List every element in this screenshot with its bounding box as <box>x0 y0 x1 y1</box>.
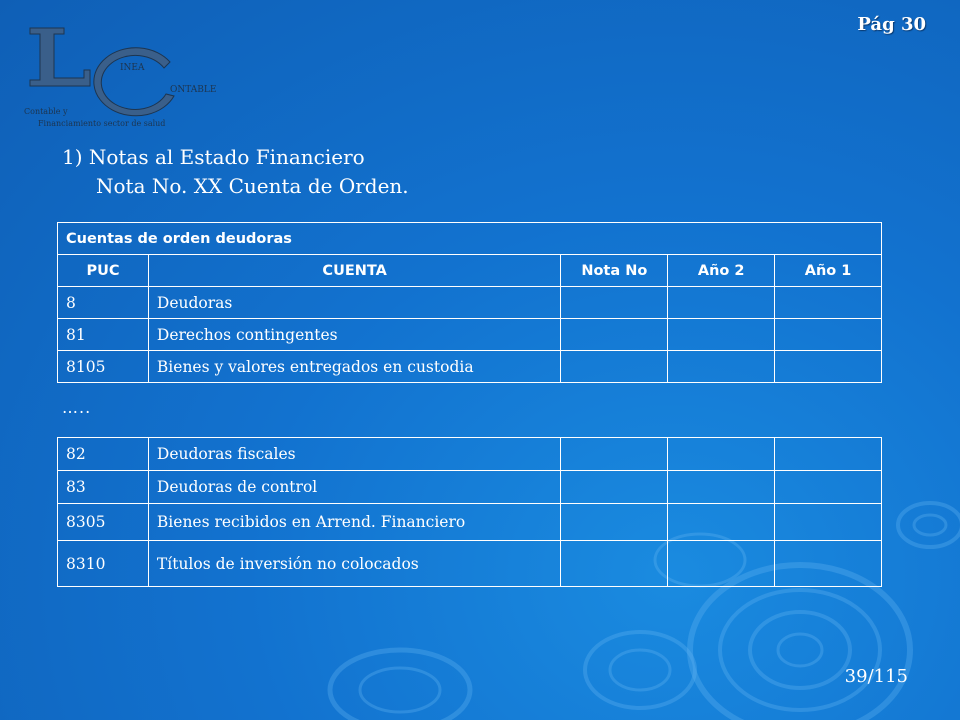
cell-cuenta: Deudoras <box>148 287 560 319</box>
cell-nota <box>561 319 668 351</box>
accounts-table-continued <box>57 437 882 587</box>
logo-word-1: INEA <box>120 63 145 73</box>
table-row <box>58 319 882 351</box>
cell-puc: 8 <box>58 287 149 319</box>
logo-word-2: ONTABLE <box>170 85 217 95</box>
table-row <box>58 351 882 383</box>
heading-line-1: 1) Notas al Estado Financiero <box>62 145 365 169</box>
cell-ano-2 <box>668 287 775 319</box>
table-header-row <box>58 255 882 287</box>
cell-ano-2 <box>668 319 775 351</box>
cell-ano-2 <box>668 351 775 383</box>
organization-logo <box>20 22 250 134</box>
table-row <box>58 471 882 504</box>
table-row <box>58 287 882 319</box>
table-row <box>58 504 882 541</box>
cell-puc: 83 <box>58 471 149 504</box>
cell-ano-1 <box>775 287 882 319</box>
cell-ano-1 <box>775 541 882 587</box>
cell-cuenta: Bienes recibidos en Arrend. Financiero <box>148 504 561 541</box>
cell-cuenta: Deudoras de control <box>148 471 561 504</box>
cell-puc: 8305 <box>58 504 149 541</box>
slide-heading <box>62 143 409 201</box>
header-cuenta: CUENTA <box>148 255 560 287</box>
cell-ano-2 <box>668 504 775 541</box>
cell-nota <box>561 504 668 541</box>
cell-ano-1 <box>775 319 882 351</box>
table-row <box>58 438 882 471</box>
cell-cuenta: Derechos contingentes <box>148 319 560 351</box>
logo-line-1: Contable y <box>24 107 68 116</box>
table-row <box>58 541 882 587</box>
cell-ano-2 <box>668 541 775 587</box>
cell-cuenta: Deudoras fiscales <box>148 438 561 471</box>
table-title-row <box>58 223 882 255</box>
cell-cuenta: Bienes y valores entregados en custodia <box>148 351 560 383</box>
header-puc: PUC <box>58 255 149 287</box>
cell-puc: 8310 <box>58 541 149 587</box>
cell-ano-1 <box>775 351 882 383</box>
table-title: Cuentas de orden deudoras <box>58 223 882 255</box>
cell-ano-1 <box>775 504 882 541</box>
header-ano-1: Año 1 <box>775 255 882 287</box>
cell-ano-1 <box>775 438 882 471</box>
cell-cuenta: Títulos de inversión no colocados <box>148 541 561 587</box>
cell-nota <box>561 351 668 383</box>
accounts-table-debtors <box>57 222 882 383</box>
heading-line-2: Nota No. XX Cuenta de Orden. <box>96 174 409 198</box>
cell-ano-1 <box>775 471 882 504</box>
cell-nota <box>561 438 668 471</box>
cell-puc: 8105 <box>58 351 149 383</box>
cell-ano-2 <box>668 471 775 504</box>
page-tag: Pág 30 <box>857 14 926 35</box>
logo-line-2: Financiamiento sector de salud <box>38 119 166 128</box>
cell-puc: 81 <box>58 319 149 351</box>
cell-nota <box>561 287 668 319</box>
header-ano-2: Año 2 <box>668 255 775 287</box>
header-nota-no: Nota No <box>561 255 668 287</box>
ellipsis-text: ….. <box>62 398 92 417</box>
cell-nota <box>561 541 668 587</box>
page-number: 39/115 <box>844 666 908 687</box>
cell-ano-2 <box>668 438 775 471</box>
cell-nota <box>561 471 668 504</box>
cell-puc: 82 <box>58 438 149 471</box>
